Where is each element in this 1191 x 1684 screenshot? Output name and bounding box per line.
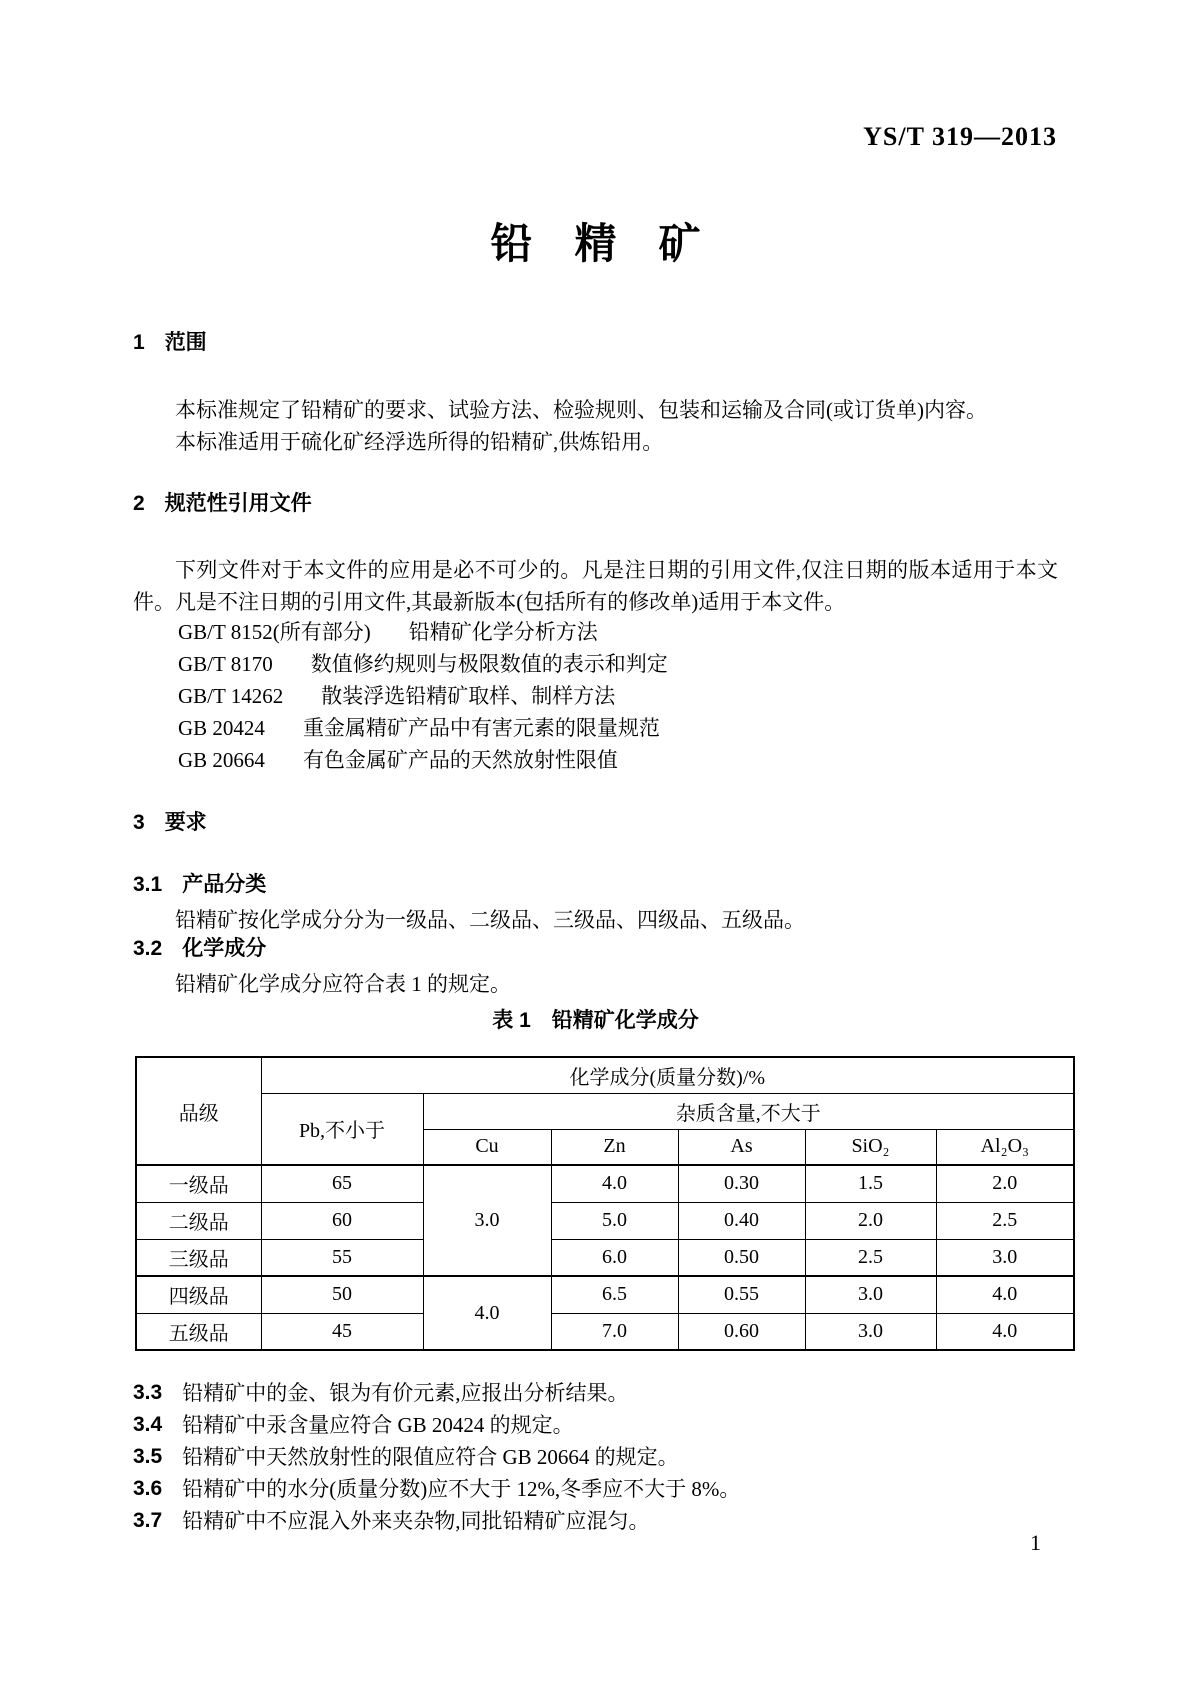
item-number: 3.6: [133, 1477, 163, 1500]
item-text: 铅精矿中的水分(质量分数)应不大于 12%,冬季应不大于 8%。: [182, 1477, 741, 1501]
section-3-2-number: 3.2: [133, 937, 163, 960]
section-3-1-title: 产品分类: [182, 873, 267, 896]
zn-cell: 7.0: [551, 1313, 678, 1350]
section-3-1-heading: [133, 872, 266, 898]
item-text: 铅精矿中不应混入外来夹杂物,同批铅精矿应混匀。: [182, 1509, 650, 1533]
ref-code: GB/T 8152(所有部分): [178, 620, 371, 644]
table-row-grade-3: [136, 1239, 1074, 1276]
ref-name: 重金属精矿产品中有害元素的限量规范: [302, 716, 660, 740]
zn-cell: 4.0: [551, 1165, 678, 1202]
al2o3-cell: 4.0: [936, 1313, 1074, 1350]
table-row-grade-2: [136, 1202, 1074, 1239]
pb-header-cell: Pb,不小于: [261, 1093, 423, 1165]
section-2-heading: [133, 491, 312, 517]
table-row-grade-4: [136, 1276, 1074, 1313]
sio2-cell: 1.5: [805, 1165, 936, 1202]
as-cell: 0.50: [678, 1239, 805, 1276]
element-header-sio2: SiO₂: [805, 1129, 936, 1165]
zn-cell: 6.5: [551, 1276, 678, 1313]
table-1-caption: 表 1 铅精矿化学成分: [492, 1009, 699, 1032]
section-3-1-number: 3.1: [133, 873, 163, 896]
grade-cell: 一级品: [136, 1165, 261, 1202]
requirement-item-3-4: [133, 1410, 1068, 1440]
normative-refs-intro: 下列文件对于本文件的应用是必不可少的。凡是注日期的引用文件,仅注日期的版本适用于本文件。凡是不注日期的引用文件,其最新版本(包括所有的修改单)适用于本文件。: [133, 558, 1058, 614]
ref-code: GB 20424: [178, 716, 265, 740]
item-number: 3.3: [133, 1381, 163, 1404]
al2o3-cell: 2.0: [936, 1165, 1074, 1202]
impurity-header-cell: 杂质含量,不大于: [423, 1093, 1074, 1129]
item-text: 铅精矿中汞含量应符合 GB 20424 的规定。: [182, 1413, 574, 1437]
item-text: 铅精矿中天然放射性的限值应符合 GB 20664 的规定。: [182, 1445, 679, 1469]
page-number: 1: [1030, 1530, 1041, 1555]
zn-cell: 5.0: [551, 1202, 678, 1239]
sio2-cell: 2.5: [805, 1239, 936, 1276]
ref-code: GB/T 8170: [178, 652, 273, 676]
requirement-item-3-6: [133, 1474, 1068, 1504]
product-classification-text: 铅精矿按化学成分分为一级品、二级品、三级品、四级品、五级品。: [175, 908, 805, 932]
requirement-item-3-7: [133, 1506, 1068, 1536]
grade-cell: 三级品: [136, 1239, 261, 1276]
doc-standard-number: YS/T 319—2013: [863, 122, 1057, 151]
ref-code: GB/T 14262: [178, 684, 284, 708]
element-header-al2o3: Al₂O₃: [936, 1129, 1074, 1165]
ref-name: 散装浮选铅精矿取样、制样方法: [321, 684, 616, 708]
item-number: 3.4: [133, 1413, 163, 1436]
pb-cell: 45: [261, 1313, 423, 1350]
element-header-cu: Cu: [423, 1129, 551, 1165]
table-row-grade-1: [136, 1165, 1074, 1202]
ref-name: 有色金属矿产品的天然放射性限值: [302, 748, 618, 772]
item-text: 铅精矿中的金、银为有价元素,应报出分析结果。: [182, 1381, 629, 1405]
grade-cell: 四级品: [136, 1276, 261, 1313]
section-3-heading: [133, 810, 207, 836]
as-cell: 0.60: [678, 1313, 805, 1350]
reference-item: [178, 680, 615, 712]
table-header-row-2: [136, 1093, 1074, 1129]
as-cell: 0.40: [678, 1202, 805, 1239]
section-1-number: 1: [133, 331, 145, 354]
chem-composition-header-cell: 化学成分(质量分数)/%: [261, 1057, 1074, 1093]
cu-merged-cell-2: 4.0: [423, 1276, 551, 1350]
cu-merged-cell-1: 3.0: [423, 1165, 551, 1276]
table-header-row-1: [136, 1057, 1074, 1093]
reference-item: [178, 744, 618, 776]
section-3-title: 要求: [164, 811, 207, 834]
section-3-number: 3: [133, 811, 145, 834]
doc-title: 铅 精 矿: [490, 220, 701, 267]
scope-paragraph-1: 本标准规定了铅精矿的要求、试验方法、检验规则、包装和运输及合同(或订货单)内容。: [175, 398, 987, 422]
pb-cell: 50: [261, 1276, 423, 1313]
item-number: 3.5: [133, 1445, 163, 1468]
table-row-grade-5: [136, 1313, 1074, 1350]
element-header-zn: Zn: [551, 1129, 678, 1165]
grade-cell: 二级品: [136, 1202, 261, 1239]
pb-cell: 55: [261, 1239, 423, 1276]
scope-paragraph-2: 本标准适用于硫化矿经浮选所得的铅精矿,供炼铅用。: [175, 430, 664, 454]
section-3-2-heading: [133, 936, 266, 962]
ref-name: 数值修约规则与极限数值的表示和判定: [310, 652, 668, 676]
item-number: 3.7: [133, 1509, 163, 1532]
pb-cell: 65: [261, 1165, 423, 1202]
element-header-as: As: [678, 1129, 805, 1165]
as-cell: 0.55: [678, 1276, 805, 1313]
pb-cell: 60: [261, 1202, 423, 1239]
section-2-title: 规范性引用文件: [164, 492, 312, 515]
requirement-item-3-3: [133, 1378, 1068, 1408]
reference-item: [178, 648, 668, 680]
chemical-composition-text: 铅精矿化学成分应符合表 1 的规定。: [175, 972, 511, 996]
sio2-cell: 3.0: [805, 1276, 936, 1313]
sio2-cell: 2.0: [805, 1202, 936, 1239]
section-1-heading: [133, 330, 207, 356]
sio2-cell: 3.0: [805, 1313, 936, 1350]
section-3-2-title: 化学成分: [182, 937, 267, 960]
requirement-item-3-5: [133, 1442, 1068, 1472]
as-cell: 0.30: [678, 1165, 805, 1202]
zn-cell: 6.0: [551, 1239, 678, 1276]
section-1-title: 范围: [164, 331, 207, 354]
ref-code: GB 20664: [178, 748, 265, 772]
al2o3-cell: 2.5: [936, 1202, 1074, 1239]
section-2-number: 2: [133, 492, 145, 515]
reference-item: [178, 616, 598, 648]
grade-header-cell: 品级: [136, 1057, 261, 1165]
chemical-composition-table: [135, 1056, 1075, 1351]
al2o3-cell: 4.0: [936, 1276, 1074, 1313]
reference-item: [178, 712, 660, 744]
grade-cell: 五级品: [136, 1313, 261, 1350]
ref-name: 铅精矿化学分析方法: [408, 620, 598, 644]
al2o3-cell: 3.0: [936, 1239, 1074, 1276]
